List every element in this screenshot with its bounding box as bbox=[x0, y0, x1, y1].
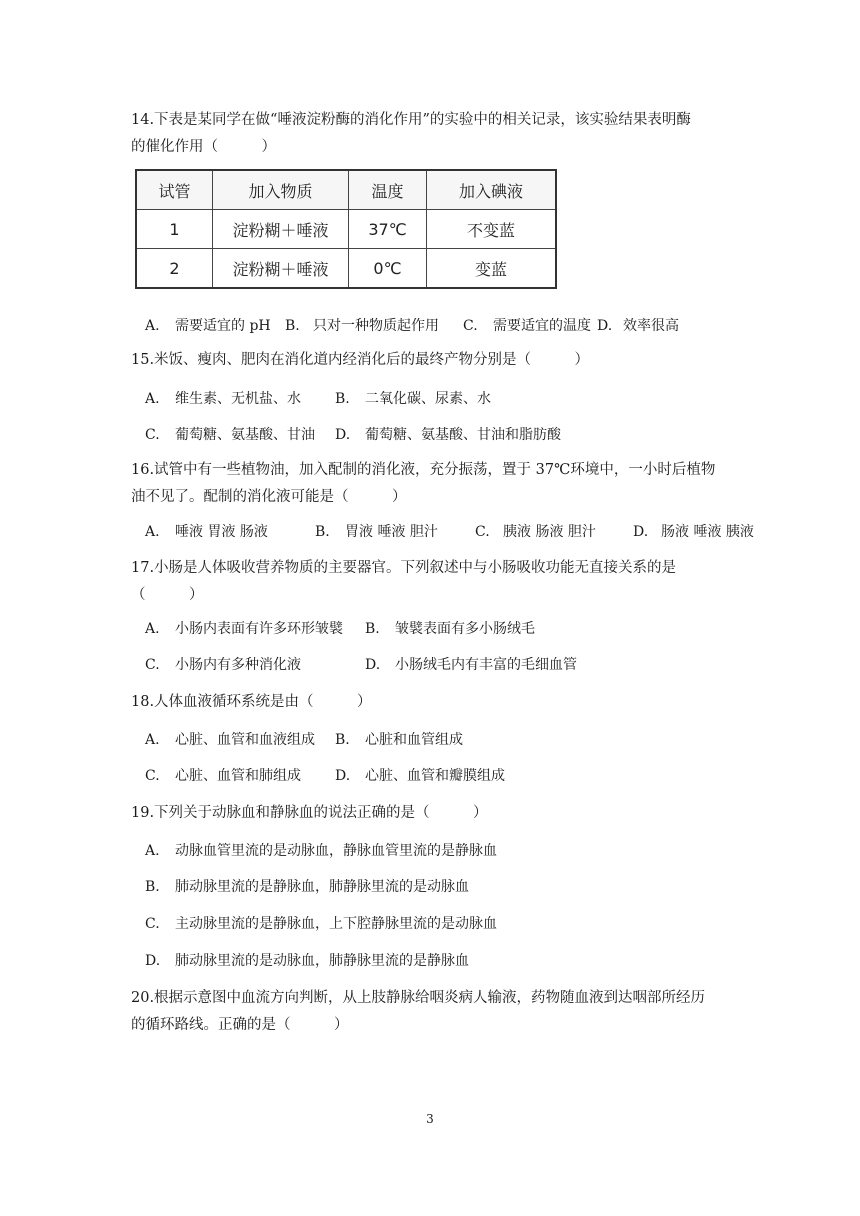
question-15-line-1: 15.米饭、瘦肉、肥肉在消化道内经消化后的最终产物分别是（ ） bbox=[131, 352, 590, 368]
question-15 bbox=[131, 347, 741, 374]
table-header-substance: 加入物质 bbox=[213, 170, 349, 210]
option-d-text: 肺动脉里流的是动脉血，肺静脉里流的是静脉血 bbox=[175, 953, 469, 969]
table-cell: 37℃ bbox=[349, 210, 427, 249]
option-a-text: 动脉血管里流的是动脉血，静脉血管里流的是静脉血 bbox=[175, 843, 497, 859]
option-c-text: 葡萄糖、氨基酸、甘油 bbox=[175, 427, 315, 443]
option-a-label: A. bbox=[145, 621, 160, 637]
table-cell: 1 bbox=[136, 210, 213, 249]
question-19-option-d bbox=[145, 951, 745, 971]
option-b-label: B. bbox=[365, 621, 380, 637]
option-d-label: D. bbox=[335, 427, 351, 443]
question-18-options-row-2 bbox=[145, 766, 745, 786]
question-16 bbox=[131, 457, 741, 511]
option-a-label: A. bbox=[145, 843, 160, 859]
table-row bbox=[136, 210, 556, 249]
table-header-row bbox=[136, 170, 556, 210]
option-a-label: A. bbox=[145, 318, 160, 334]
question-19-option-c bbox=[145, 914, 745, 934]
option-b-label: B. bbox=[145, 879, 160, 895]
option-c-label: C. bbox=[145, 427, 160, 443]
question-20-line-1: 20.根据示意图中血流方向判断，从上肢静脉给咽炎病人输液，药物随血液到达咽部所经历 bbox=[131, 990, 706, 1006]
option-c-text: 心脏、血管和肺组成 bbox=[175, 768, 301, 784]
question-18 bbox=[131, 689, 741, 716]
option-b-label: B. bbox=[315, 524, 330, 540]
option-d-label: D. bbox=[633, 524, 649, 540]
option-a-text: 维生素、无机盐、水 bbox=[175, 391, 301, 407]
option-b-text: 胃液 唾液 胆汁 bbox=[345, 524, 438, 540]
option-b-text: 心脏和血管组成 bbox=[365, 732, 463, 748]
option-c-label: C. bbox=[145, 768, 160, 784]
question-19 bbox=[131, 800, 741, 827]
question-15-options-row-2 bbox=[145, 425, 745, 445]
option-a-text: 心脏、血管和血液组成 bbox=[175, 732, 315, 748]
question-19-option-b bbox=[145, 877, 745, 897]
table-row bbox=[136, 249, 556, 289]
experiment-table bbox=[135, 169, 557, 289]
option-a-text: 小肠内表面有许多环形皱襞 bbox=[175, 621, 343, 637]
table-header-temperature: 温度 bbox=[349, 170, 427, 210]
question-16-line-1: 16.试管中有一些植物油，加入配制的消化液，充分振荡，置于 37℃环境中，一小时后植物 bbox=[131, 462, 716, 478]
question-17-options-row-1 bbox=[145, 619, 745, 639]
table-header-iodine: 加入碘液 bbox=[427, 170, 557, 210]
option-d-text: 肠液 唾液 胰液 bbox=[661, 524, 754, 540]
option-d-text: 小肠绒毛内有丰富的毛细血管 bbox=[395, 657, 577, 673]
option-b-label: B. bbox=[285, 318, 300, 334]
table-cell: 变蓝 bbox=[427, 249, 557, 289]
option-a-text: 需要适宜的 pH bbox=[175, 318, 271, 334]
option-c-text: 主动脉里流的是静脉血，上下腔静脉里流的是动脉血 bbox=[175, 916, 497, 932]
question-20-line-2: 的循环路线。正确的是（ ） bbox=[131, 1017, 349, 1033]
question-18-line-1: 18.人体血液循环系统是由（ ） bbox=[131, 694, 372, 710]
option-a-label: A. bbox=[145, 524, 160, 540]
option-c-text: 需要适宜的温度 bbox=[493, 318, 591, 334]
option-b-label: B. bbox=[335, 391, 350, 407]
table-cell: 淀粉糊＋唾液 bbox=[213, 249, 349, 289]
question-16-options bbox=[145, 522, 754, 542]
option-b-text: 皱襞表面有多小肠绒毛 bbox=[395, 621, 535, 637]
question-17 bbox=[131, 555, 741, 609]
option-d-label: D. bbox=[365, 657, 381, 673]
question-17-options-row-2 bbox=[145, 655, 745, 675]
option-a-label: A. bbox=[145, 391, 160, 407]
table-header-tube: 试管 bbox=[136, 170, 213, 210]
option-b-text: 只对一种物质起作用 bbox=[313, 318, 439, 334]
option-c-label: C. bbox=[145, 657, 160, 673]
question-18-options-row-1 bbox=[145, 730, 745, 750]
question-16-line-2: 油不见了。配制的消化液可能是（ ） bbox=[131, 489, 407, 505]
option-d-label: D. bbox=[335, 768, 351, 784]
option-b-text: 二氧化碳、尿素、水 bbox=[365, 391, 491, 407]
question-15-options-row-1 bbox=[145, 389, 745, 409]
option-d-text: 葡萄糖、氨基酸、甘油和脂肪酸 bbox=[365, 427, 561, 443]
question-20 bbox=[131, 985, 741, 1039]
option-b-label: B. bbox=[335, 732, 350, 748]
option-d-text: 效率很高 bbox=[623, 318, 679, 334]
question-19-option-a bbox=[145, 841, 745, 861]
option-b-text: 肺动脉里流的是静脉血，肺静脉里流的是动脉血 bbox=[175, 879, 469, 895]
question-14-line-2: 的催化作用（ ） bbox=[131, 139, 276, 155]
question-17-line-1: 17.小肠是人体吸收营养物质的主要器官。下列叙述中与小肠吸收功能无直接关系的是 bbox=[131, 560, 677, 576]
option-a-text: 唾液 胃液 肠液 bbox=[175, 524, 268, 540]
page-number: 3 bbox=[426, 1112, 434, 1126]
option-d-label: D. bbox=[145, 953, 161, 969]
option-c-label: C. bbox=[475, 524, 490, 540]
option-c-text: 小肠内有多种消化液 bbox=[175, 657, 301, 673]
question-19-line-1: 19.下列关于动脉血和静脉血的说法正确的是（ ） bbox=[131, 805, 488, 821]
option-d-label: D. bbox=[597, 318, 613, 334]
question-14-options bbox=[145, 316, 745, 336]
question-17-line-2: （ ） bbox=[131, 587, 204, 603]
table-cell: 淀粉糊＋唾液 bbox=[213, 210, 349, 249]
option-c-label: C. bbox=[145, 916, 160, 932]
question-14-line-1: 14.下表是某同学在做“唾液淀粉酶的消化作用”的实验中的相关记录，该实验结果表明酶 bbox=[131, 112, 691, 128]
table-cell: 0℃ bbox=[349, 249, 427, 289]
option-d-text: 心脏、血管和瓣膜组成 bbox=[365, 768, 505, 784]
question-14 bbox=[131, 107, 741, 161]
option-c-text: 胰液 肠液 胆汁 bbox=[503, 524, 596, 540]
table-cell: 2 bbox=[136, 249, 213, 289]
option-c-label: C. bbox=[463, 318, 478, 334]
option-a-label: A. bbox=[145, 732, 160, 748]
table-cell: 不变蓝 bbox=[427, 210, 557, 249]
